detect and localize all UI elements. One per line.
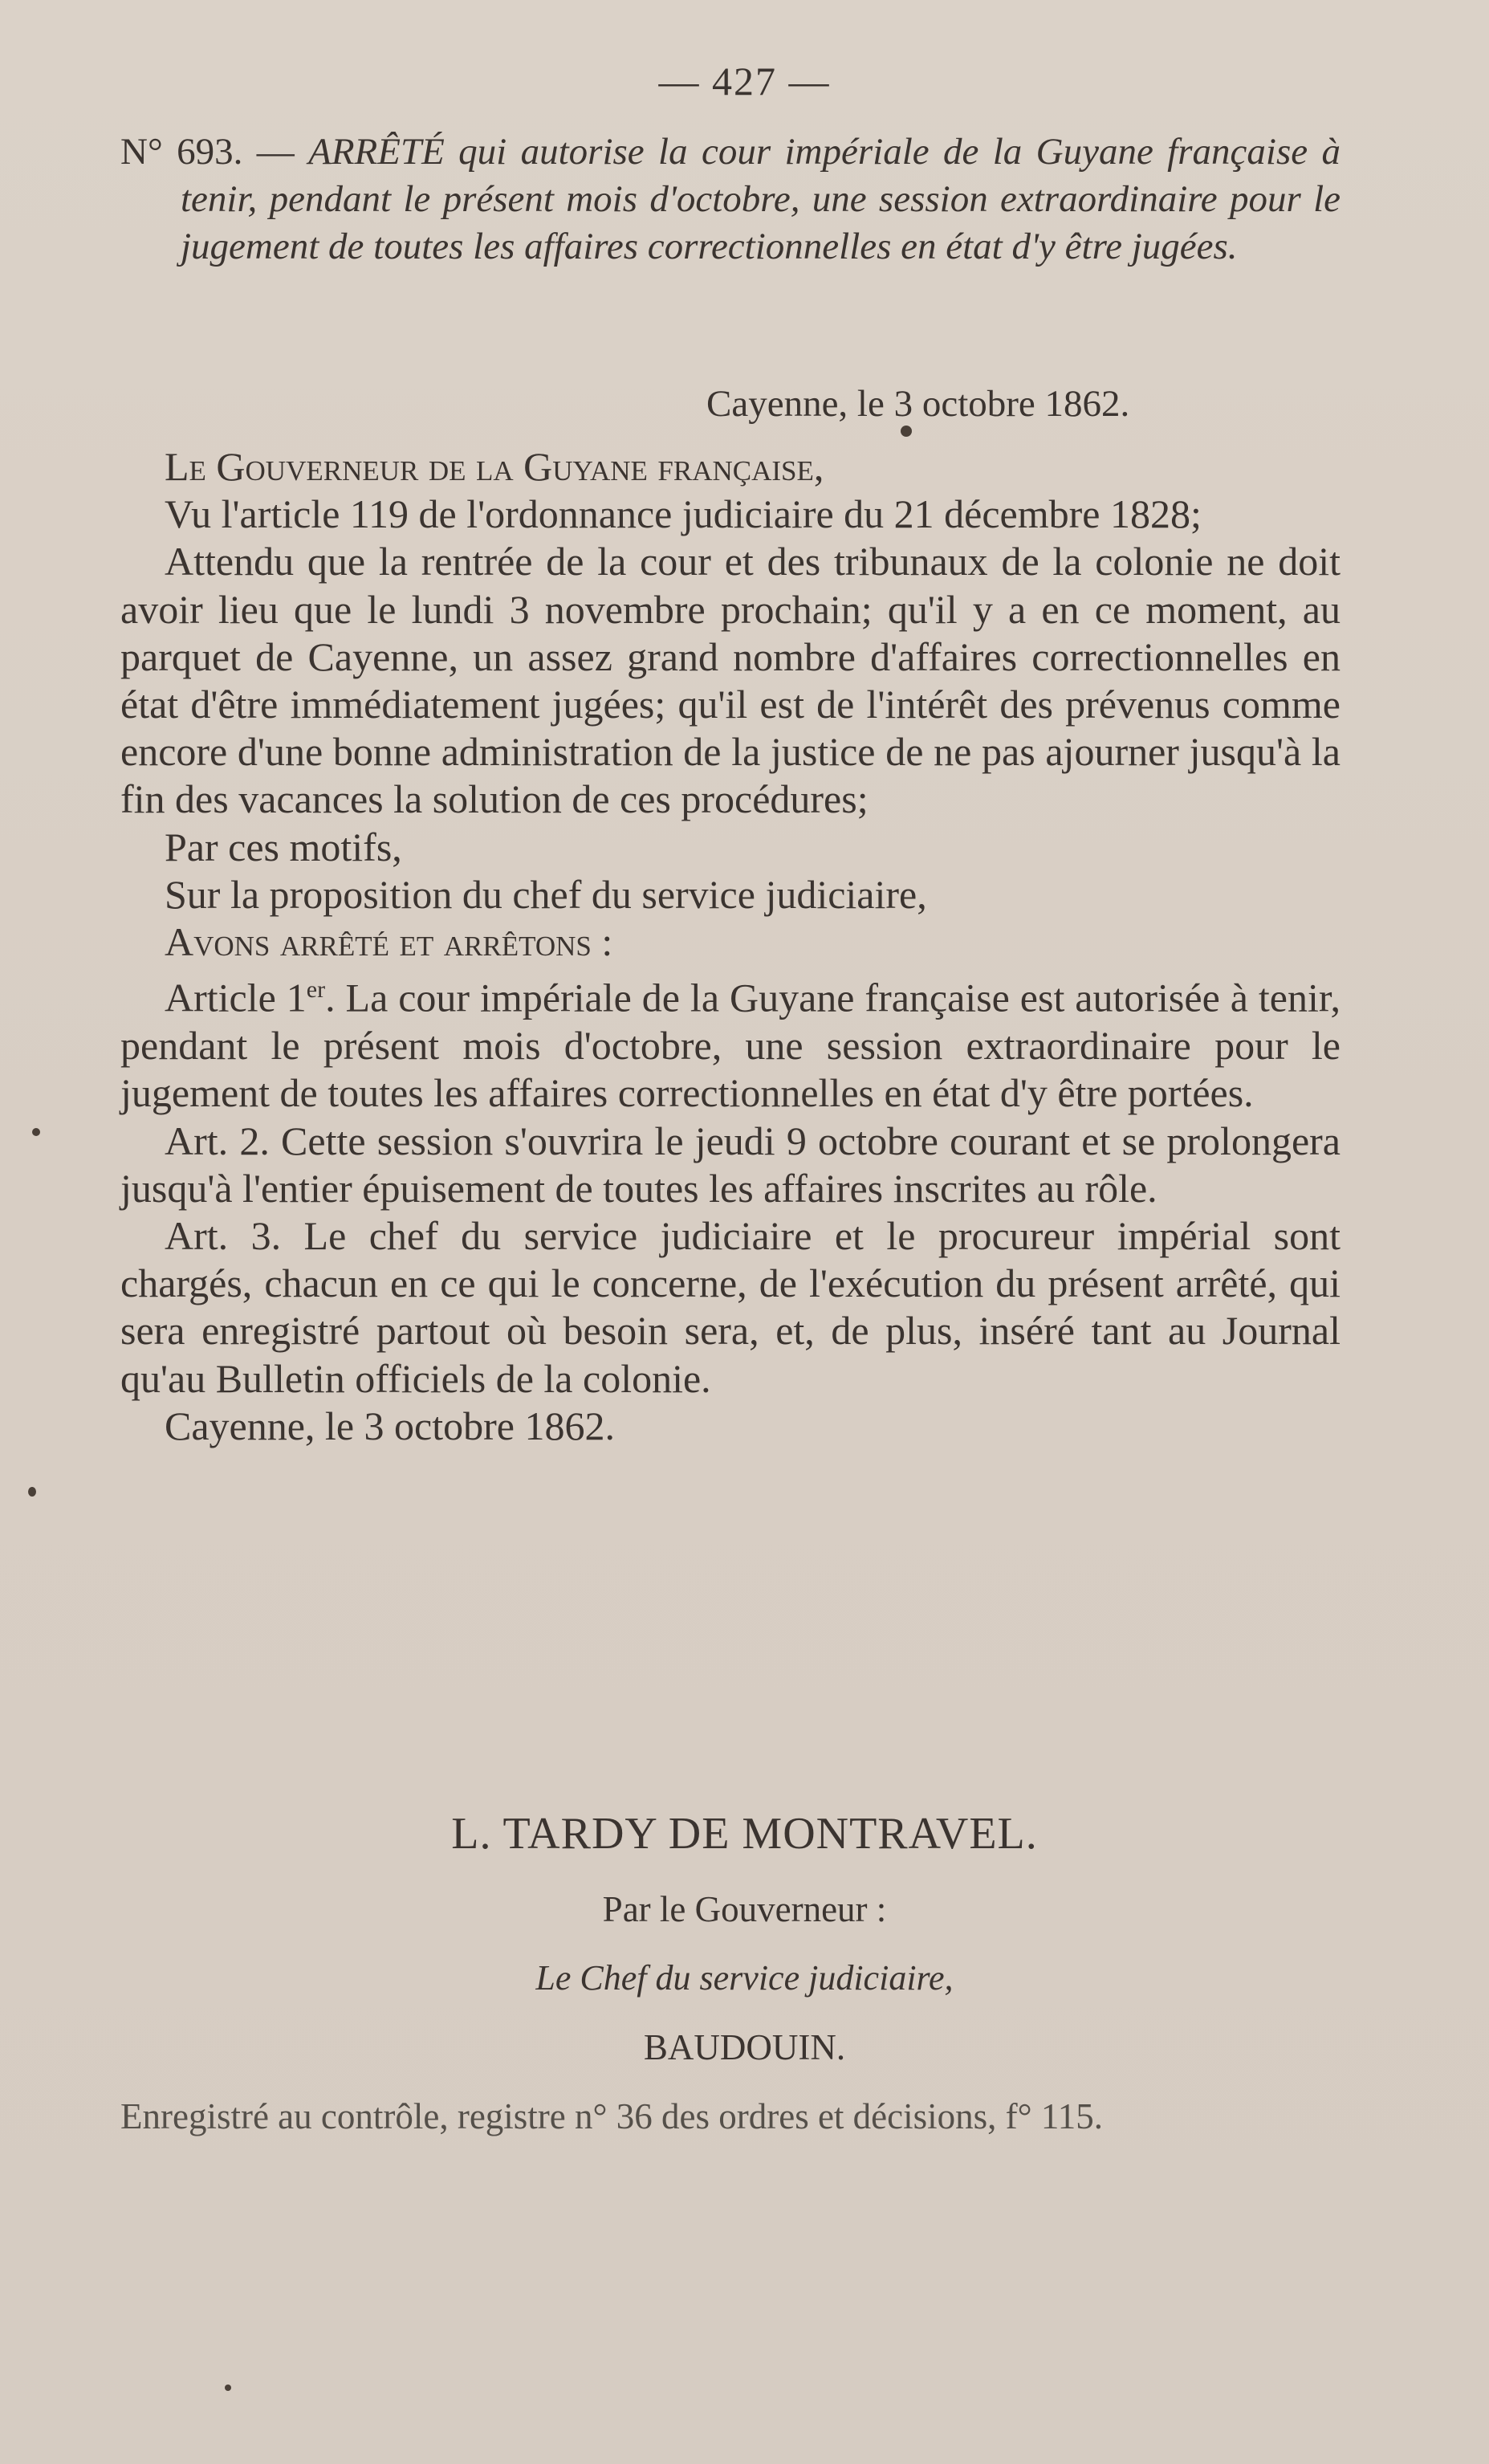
paragraph-proposition: Sur la proposition du chef du service judiciaire, (165, 871, 927, 917)
article-1-label: Article 1 (165, 975, 307, 1020)
speck-mark (32, 1128, 40, 1136)
article-2 (120, 1118, 1341, 1212)
decree-heading: Avons arrêté et arrêtons : (165, 919, 613, 965)
dateline: Cayenne, le 3 octobre 1862. (706, 383, 1130, 425)
decree-title (120, 128, 1341, 271)
by-governor: Par le Gouverneur : (602, 1889, 887, 1929)
closing-date: Cayenne, le 3 octobre 1862. (165, 1403, 615, 1448)
decree-number: N° 693. — (120, 131, 309, 173)
article-3-text: Le chef du service judiciaire et le procureur impérial sont chargés, chacun en ce qui le concerne, de l'exécution du présent arrêté, qui sera enregistré partout où besoin sera, et, de plus, inséré tant au Journal qu'au Bulletin officiels de la colonie. (120, 1212, 1341, 1401)
article-1 (120, 966, 1341, 1117)
registration-note: Enregistré au contrôle, registre n° 36 des ordres et décisions, f° 115. (120, 2096, 1103, 2136)
article-1-sup: er (306, 976, 326, 1004)
governor-intro: Le Gouverneur de la Guyane française, (165, 444, 824, 489)
article-3 (120, 1212, 1341, 1403)
decree-title-text: ARRÊTÉ qui autorise la cour impériale de la Guyane française à tenir, pendant le présent mois d'octobre, une session extraordinaire pour le jugement de toutes les affaires correctionnelles en état d'y être jugées. (181, 131, 1341, 267)
speck-mark (28, 1487, 36, 1497)
chief-title: Le Chef du service judiciaire, (535, 1958, 954, 1998)
paragraph-attendu: Attendu que la rentrée de la cour et des tribunaux de la colonie ne doit avoir lieu que le lundi 3 novembre prochain; qu'il y a en ce moment, au parquet de Cayenne, un assez grand nombre d'affaires correctionnelles en état d'être immédiatement jugées; qu'il est de l'intérêt des prévenus comme encore d'une bonne administration de la justice de ne pas ajourner jusqu'à la fin des vacances la solution de ces procédures; (120, 539, 1341, 822)
decree-body (120, 443, 1341, 1450)
page-number: — 427 — (658, 59, 831, 104)
chief-name: BAUDOUIN. (643, 2027, 846, 2067)
governor-signature: L. TARDY DE MONTRAVEL. (451, 1809, 1038, 1859)
article-2-label: Art. 2. (165, 1118, 270, 1163)
speck-mark (901, 426, 912, 437)
article-2-text: Cette session s'ouvrira le jeudi 9 octobre courant et se prolongera jusqu'à l'entier épuisement de toutes les affaires inscrites au rôle. (120, 1118, 1341, 1211)
speck-mark (225, 2385, 231, 2391)
paragraph-motifs: Par ces motifs, (165, 824, 402, 870)
paragraph-vu: Vu l'article 119 de l'ordonnance judiciaire du 21 décembre 1828; (165, 491, 1202, 537)
article-3-label: Art. 3. (165, 1212, 282, 1258)
article-1-text: . La cour impériale de la Guyane française est autorisée à tenir, pendant le présent mois d'octobre, une session extraordinaire pour le jugement de toutes les affaires correctionnelles en état d'y être portées. (120, 975, 1341, 1116)
